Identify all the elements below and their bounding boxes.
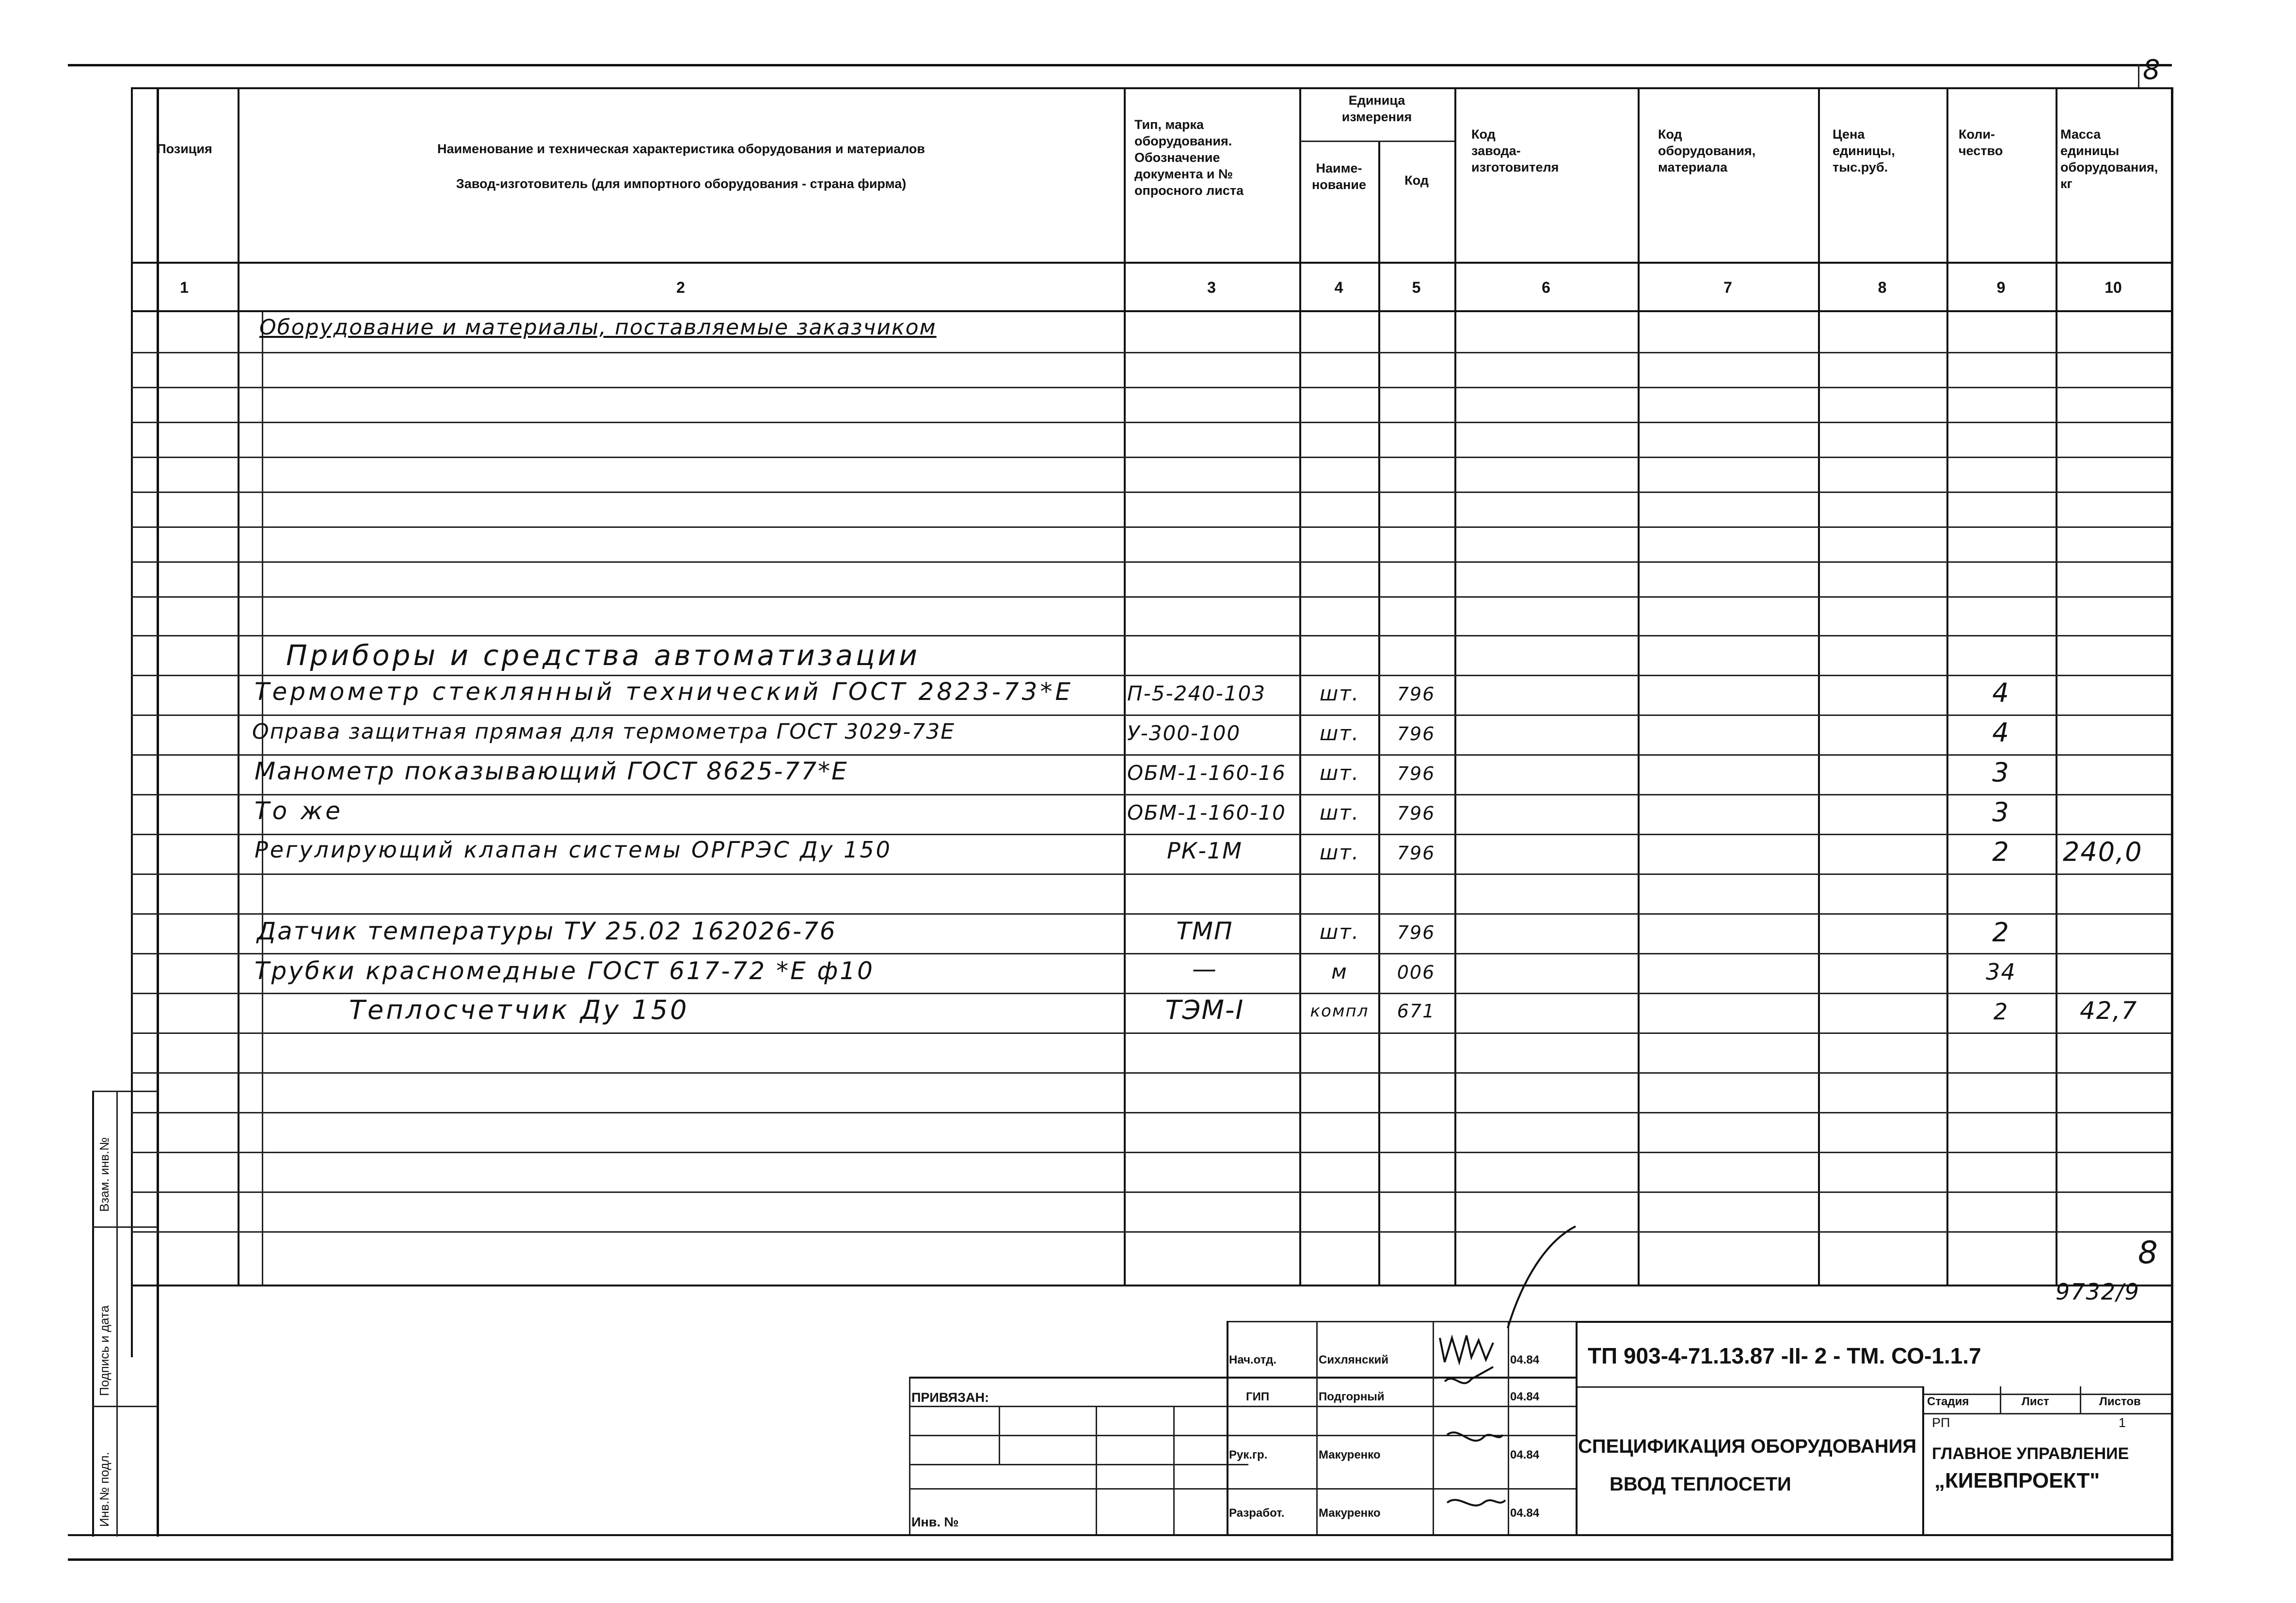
row-line [131, 1231, 2171, 1233]
tb-vline [999, 1406, 1000, 1464]
row-code: 796 [1397, 922, 1435, 943]
tb-line [909, 1464, 1248, 1465]
sheets-label: Листов [2099, 1395, 2141, 1408]
tb-vline [2080, 1386, 2081, 1413]
row-name: Термометр стеклянный технический ГОСТ 2823-73*Е [255, 678, 1074, 706]
row-line [131, 1152, 2171, 1153]
row-unit: компл [1310, 1001, 1369, 1021]
sig-date: 04.84 [1510, 1353, 1540, 1366]
side-strip-line [92, 1226, 157, 1228]
row-unit: м [1331, 960, 1348, 984]
top-border-line [68, 64, 2172, 66]
left-border-line [157, 87, 159, 1537]
row-code: 796 [1397, 723, 1435, 745]
sig-name: Подгорный [1319, 1390, 1385, 1403]
row-qty: 2 [1993, 999, 2009, 1025]
colnum-4: 4 [1334, 279, 1343, 296]
row-code: 796 [1397, 842, 1435, 864]
header-name-line1: Наименование и техническая характеристика оборудования и материалов [437, 142, 925, 156]
sig-role: Нач.отд. [1229, 1353, 1277, 1366]
row-mass: 42,7 [2080, 997, 2138, 1025]
right-border-line [2171, 87, 2173, 1561]
row-line [131, 635, 2171, 636]
colnum-6: 6 [1542, 279, 1550, 296]
col-line-1 [238, 87, 239, 1285]
row-qty: 3 [1992, 797, 2010, 827]
doc-title-line1: СПЕЦИФИКАЦИЯ ОБОРУДОВАНИЯ [1578, 1436, 1917, 1457]
sig-name: Макуренко [1319, 1448, 1381, 1461]
sig-name: Сихлянский [1319, 1353, 1389, 1366]
col-line-2 [1124, 87, 1126, 1285]
row-line [131, 794, 2171, 795]
sig-name: Макуренко [1319, 1507, 1381, 1520]
row-type: П-5-240-103 [1127, 682, 1266, 705]
doc-code: ТП 903-4-71.13.87 -II- 2 - ТМ. СО-1.1.7 [1588, 1343, 1981, 1368]
side-strip-line [92, 1091, 157, 1092]
sheet-number-bottom: 8 [2138, 1235, 2159, 1271]
sheet-label: Лист [2022, 1395, 2049, 1408]
sig-role: Рук.гр. [1229, 1448, 1268, 1461]
row-line [131, 561, 2171, 563]
row-line [131, 714, 2171, 716]
colnum-3: 3 [1207, 279, 1216, 296]
org-line2: „КИЕВПРОЕКТ" [1934, 1469, 2100, 1492]
row-name: Трубки красномедные ГОСТ 617-72 *Е ф10 [255, 957, 875, 985]
row-name: Оправа защитная прямая для термометра ГОСТ 3029-73Е [252, 719, 956, 744]
row-code: 796 [1397, 683, 1435, 705]
side-stamp-inventory: Инв.№ подл. [97, 1452, 112, 1527]
row-line [131, 387, 2171, 388]
row-qty: 2 [1992, 837, 2010, 867]
row-type: РК-1М [1167, 838, 1243, 864]
side-strip-left [92, 1091, 94, 1537]
row-name: Регулирующий клапан системы ОРГРЭС Ду 150 [255, 837, 892, 863]
row-line [131, 1032, 2171, 1034]
sheets-value: 1 [2119, 1415, 2126, 1430]
row-qty: 4 [1992, 717, 2010, 748]
header-unit: Единица измерения [1341, 93, 1412, 124]
row-line [131, 492, 2171, 493]
col-line-7 [1818, 87, 1820, 1285]
bottom-outer-line [68, 1558, 2172, 1561]
row-unit: шт. [1319, 841, 1360, 864]
tb-vline [1227, 1321, 1228, 1534]
row-name: Теплосчетчик Ду 150 [349, 995, 689, 1025]
sig-role: Разработ. [1229, 1507, 1285, 1520]
row-type: ОБМ-1-160-16 [1127, 761, 1286, 785]
inv-label: Инв. № [911, 1515, 959, 1529]
row-unit: шт. [1319, 761, 1360, 785]
colnum-1: 1 [180, 279, 189, 296]
row-type: — [1192, 955, 1217, 983]
header-price: Цена единицы, тыс.руб. [1833, 127, 1895, 175]
tb-vline [2000, 1386, 2001, 1413]
row-code: 796 [1397, 803, 1435, 824]
tb-vline [1316, 1321, 1318, 1534]
header-name-line2: Завод-изготовитель (для импортного оборудования - страна фирма) [456, 176, 907, 191]
row-line [131, 1072, 2171, 1074]
archive-number: 9732/9 [2056, 1279, 2140, 1305]
row-line [131, 754, 2171, 756]
row-mass: 240,0 [2063, 837, 2143, 867]
row-line [131, 1112, 2171, 1113]
col-line-6 [1638, 87, 1640, 1285]
tb-vline [1173, 1406, 1175, 1534]
row-unit: шт. [1319, 721, 1360, 745]
side-stamp-signature: Подпись и дата [97, 1305, 112, 1396]
signature-scribbles [1425, 1222, 1600, 1532]
row-line [131, 457, 2171, 458]
colnum-7: 7 [1723, 279, 1732, 296]
sig-date: 04.84 [1510, 1390, 1540, 1403]
col-line-0 [131, 87, 133, 1357]
colnum-9: 9 [1996, 279, 2006, 296]
header-bottom-line [131, 262, 2171, 264]
tb-line [1576, 1321, 2171, 1323]
row-line [131, 352, 2171, 353]
header-position: Позиция [157, 142, 212, 156]
row-qty: 2 [1992, 917, 2010, 948]
sig-role: ГИП [1246, 1390, 1270, 1403]
row-unit: шт. [1319, 682, 1360, 705]
header-equipment-code: Код оборудования, материала [1658, 127, 1756, 175]
row-unit: шт. [1319, 801, 1360, 825]
header-unit-name: Наиме- нование [1312, 161, 1366, 192]
org-line1: ГЛАВНОЕ УПРАВЛЕНИЕ [1932, 1444, 2129, 1463]
side-strip-line [92, 1406, 157, 1407]
sig-date: 04.84 [1510, 1507, 1540, 1520]
tb-bottom [68, 1534, 2172, 1536]
tb-vline [1922, 1386, 1924, 1534]
header-quantity: Коли- чество [1959, 127, 2003, 158]
colnum-bottom-line [131, 310, 2171, 312]
row-name: Датчик температуры ТУ 25.02 162026-76 [257, 917, 837, 945]
section-customer-heading: Оборудование и материалы, поставляемые заказчиком [259, 315, 937, 340]
tb-line [1922, 1413, 2171, 1414]
header-unit-code: Код [1404, 173, 1429, 188]
row-type: ТМП [1176, 917, 1233, 945]
tb-vline [909, 1377, 910, 1534]
row-type: ОБМ-1-160-10 [1127, 801, 1286, 825]
row-line [131, 873, 2171, 875]
stage-value: РП [1932, 1415, 1950, 1430]
row-code: 671 [1397, 1000, 1435, 1022]
row-line [131, 953, 2171, 954]
row-line [131, 422, 2171, 423]
row-code: 796 [1397, 763, 1435, 784]
col-line-5 [1454, 87, 1456, 1285]
table-bottom-line [131, 1285, 2171, 1286]
row-name: Манометр показывающий ГОСТ 8625-77*Е [255, 757, 848, 785]
row-code: 006 [1397, 962, 1435, 983]
header-factory-code: Код завода- изготовителя [1471, 127, 1559, 175]
stage-label: Стадия [1927, 1395, 1969, 1408]
colnum-10: 10 [2105, 279, 2122, 296]
sig-date: 04.84 [1510, 1448, 1540, 1461]
tb-vline [1096, 1406, 1097, 1534]
colnum-8: 8 [1878, 279, 1887, 296]
section-automation-heading: Приборы и средства автоматизации [286, 639, 920, 672]
row-line [131, 596, 2171, 598]
row-qty: 34 [1986, 959, 2016, 985]
row-line [131, 993, 2171, 994]
tb-line [1576, 1386, 1922, 1388]
colnum-5: 5 [1412, 279, 1421, 296]
attached-label: ПРИВЯЗАН: [911, 1390, 989, 1405]
col-line-9 [2056, 87, 2057, 1285]
row-unit: шт. [1319, 920, 1360, 944]
header-type: Тип, марка оборудования. Обозначение документа и № опросного листа [1134, 117, 1244, 198]
row-line [131, 834, 2171, 835]
row-qty: 4 [1992, 678, 2010, 708]
side-stamp-replaced: Взам. инв.№ [97, 1137, 112, 1212]
row-line [131, 526, 2171, 528]
row-qty: 3 [1992, 757, 2010, 788]
side-strip-inner [116, 1091, 118, 1537]
unit-subheader-line [1299, 141, 1454, 142]
row-line [131, 913, 2171, 915]
sheet-box-left [2138, 64, 2139, 87]
table-top-line [131, 87, 2171, 89]
row-name: То же [255, 797, 343, 825]
row-line [131, 675, 2171, 676]
row-type: ТЭМ-I [1165, 995, 1244, 1025]
row-line [131, 1191, 2171, 1193]
header-mass: Масса единицы оборудования, кг [2060, 127, 2158, 191]
doc-title-line2: ВВОД ТЕПЛОСЕТИ [1610, 1474, 1791, 1495]
sheet-number-top: 8 [2143, 54, 2161, 86]
colnum-2: 2 [676, 279, 685, 296]
row-type: У-300-100 [1127, 721, 1241, 745]
